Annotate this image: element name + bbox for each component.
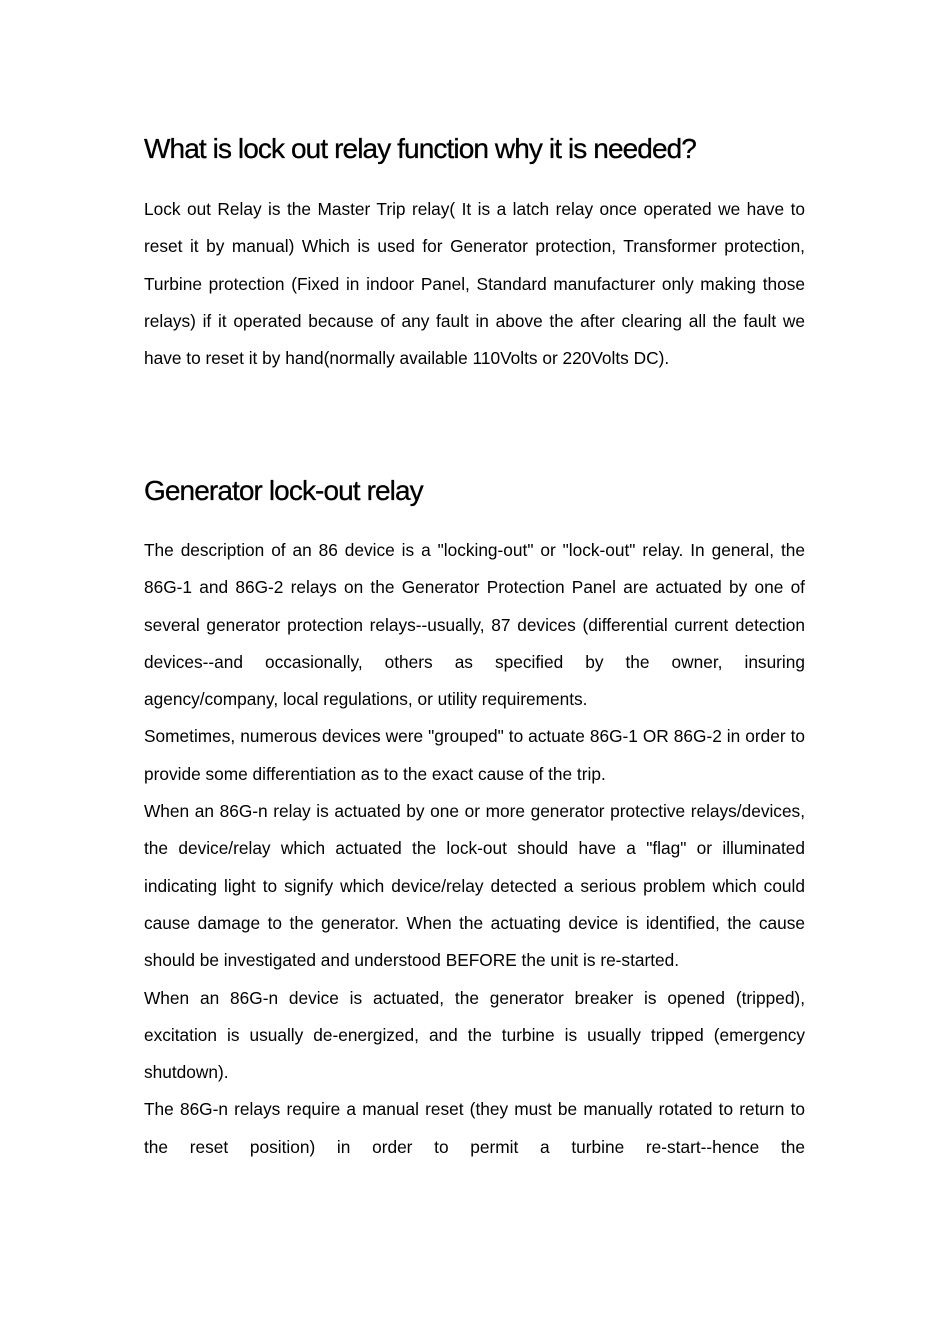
paragraph: The description of an 86 device is a "locking-out" or "lock-out" relay. In general, the 86G-1 and 86G-2 relays on the Generator Protection Panel are actuated by one of several generator protection relays--usually, 87 devices (differential current detection devices--and occasionally, others as specified by the owner, insuring agency/company, local regulations, or utility requirements.: [144, 540, 805, 710]
paragraph: Lock out Relay is the Master Trip relay( It is a latch relay once operated we have to reset it by manual) Which is used for Generator protection, Transformer protection, Turbine protection (Fixed in indoor Panel, Standard manufacturer only making those relays) if it operated because of any fault in above the after clearing all the fault we have to reset it by hand(normally available 110Volts or 220Volts DC).: [144, 199, 805, 369]
paragraph: When an 86G-n device is actuated, the generator breaker is opened (tripped), excitation is usually de-energized, and the turbine is usually tripped (emergency shutdown).: [144, 987, 805, 1083]
paragraph: The 86G-n relays require a manual reset (they must be manually rotated to return to the reset position) in order to permit a turbine re-start--hence the: [144, 1099, 805, 1157]
paragraph: When an 86G-n relay is actuated by one or more generator protective relays/devices, the device/relay which actuated the lock-out should have a "flag" or illuminated indicating light to signify which device/relay detected a serious problem which could cause damage to the generator. When the actuating device is identified, the cause should be investigated and understood BEFORE the unit is re-started.: [144, 801, 805, 971]
section-heading-lockout-relay-function: What is lock out relay function why it is needed?: [144, 133, 696, 164]
paragraph: Sometimes, numerous devices were "grouped" to actuate 86G-1 OR 86G-2 in order to provide some differentiation as to the exact cause of the trip.: [144, 726, 805, 784]
section-heading-generator-lockout-relay: Generator lock-out relay: [144, 475, 423, 506]
section-body-generator-lockout-relay: [144, 532, 805, 1166]
section-body-lockout-relay-function: [144, 191, 805, 377]
